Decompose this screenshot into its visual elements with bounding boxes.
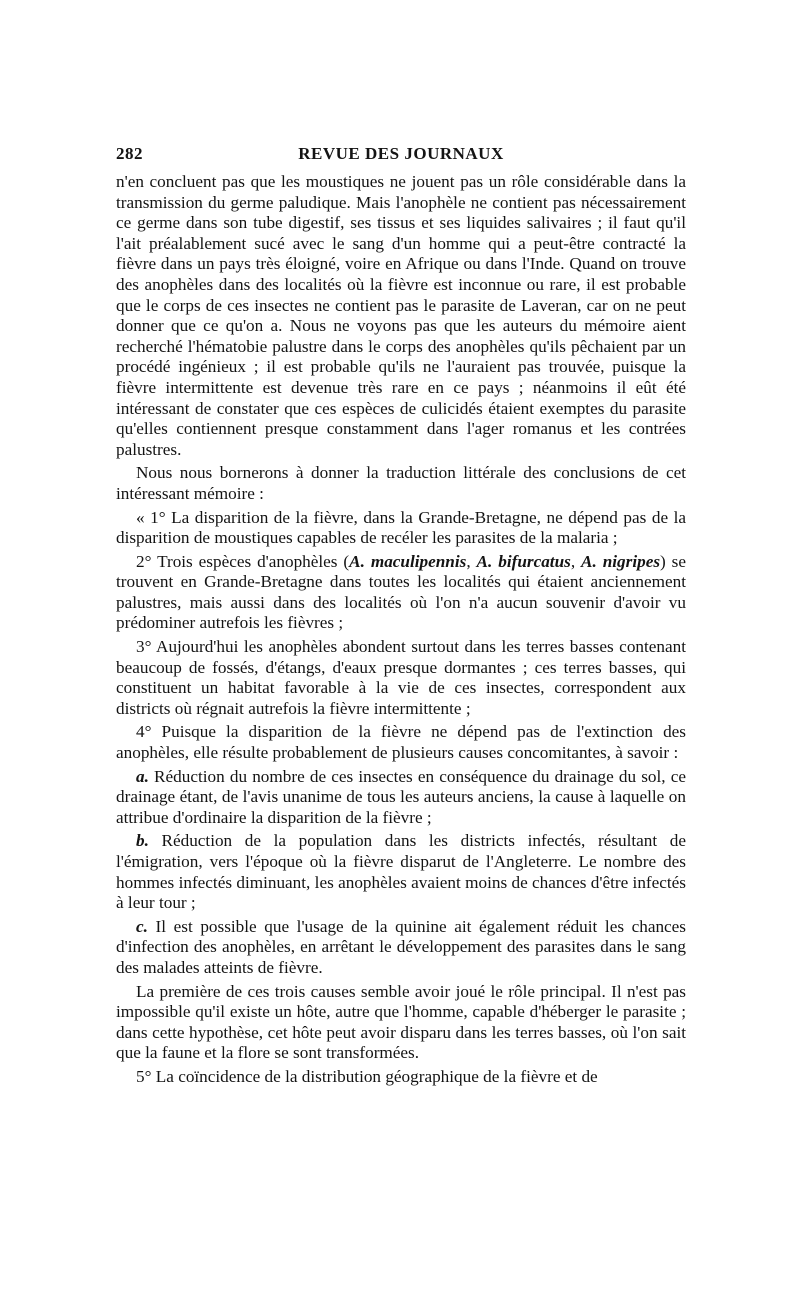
- paragraph-text: ) se trouvent en Grande-Bretagne dans toutes les localités qui étaient anciennement palustres, mais aussi dans des localités où l'on n'a aucun souvenir d'avoir vu prédominer autrefois les fièvres ;: [116, 551, 686, 633]
- conclusion-2: [116, 552, 686, 634]
- paragraph-text: La première de ces trois causes semble avoir joué le rôle principal. Il n'est pas impossible qu'il existe un hôte, autre que l'homme, capable d'héberger le parasite ; dans cette hypothèse, cet hôte peut avoir disparu dans les terres basses, où l'on sait que la faune et la flore se sont transformées.: [116, 981, 686, 1063]
- species-name: A. maculipennis: [349, 551, 467, 571]
- paragraph-text: n'en concluent pas que les moustiques ne jouent pas un rôle considérable dans la transmission du germe paludique. Mais l'anophèle ne contient pas nécessairement ce germe dans son tube digestif, ses tissus et ses liquides salivaires ; il faut qu'il l'ait préalablement sucé avec le sang d'un homme qui a peut-être contracté la fièvre dans un pays très éloigné, voire en Afrique ou dans l'Inde. Quand on trouve des anophèles dans des localités où la fièvre est inconnue ou rare, il est probable que le corps de ces insectes ne contient pas le parasite de Laveran, car on ne peut donner que ce qu'on a. Nous ne voyons pas que les auteurs du mémoire aient recherché l'hématobie palustre dans le corps des anophèles qu'ils pêchaient par un procédé ingénieux ; il est probable qu'ils ne l'auraient pas trouvée, puisque la fièvre intermittente est devenue très rare en ce pays ; néanmoins il eût été intéressant de constater que ces espèces de culicidés étaient exemptes du parasite qu'elles contiennent presque constamment dans l'ager romanus et les contrées palustres.: [116, 172, 686, 459]
- paragraph-text: Il est possible que l'usage de la quinine ait également réduit les chances d'infection des anophèles, en arrêtant le développement des parasites dans le sang des malades atteints de fièvre.: [116, 916, 686, 977]
- paragraph-text: 5° La coïncidence de la distribution géographique de la fièvre et de: [136, 1066, 598, 1086]
- page-number: 282: [116, 144, 143, 163]
- species-name: A. nigripes: [581, 551, 661, 571]
- conclusion-1: [116, 508, 686, 549]
- paragraph-text: Réduction du nombre de ces insectes en conséquence du drainage du sol, ce drainage étant, de l'avis unanime de tous les auteurs anciens, la cause à laquelle on attribue d'ordinaire la disparition de la fièvre ;: [116, 766, 686, 827]
- paragraph-discussion: [116, 982, 686, 1064]
- running-title: REVUE DES JOURNAUX: [298, 144, 504, 163]
- item-label: c.: [136, 916, 148, 936]
- article-body: [116, 172, 686, 1091]
- conclusion-4: [116, 722, 686, 763]
- paragraph-text: Réduction de la population dans les districts infectés, résultant de l'émigration, vers l'époque où la fièvre disparut de l'Angleterre. Le nombre des hommes infectés diminuant, les anophèles avaient moins de chances d'être infectés à leur tour ;: [116, 831, 686, 913]
- item-label: b.: [136, 831, 149, 851]
- paragraph-text: 2° Trois espèces d'anophèles (: [136, 551, 350, 571]
- paragraph-text: Nous nous bornerons à donner la traduction littérale des conclusions de cet intéressant mémoire :: [116, 463, 686, 503]
- cause-a: [116, 767, 686, 829]
- paragraph-text: « 1° La disparition de la fièvre, dans la Grande-Bretagne, ne dépend pas de la disparition de moustiques capables de recéler les parasites de la malaria ;: [116, 507, 686, 548]
- paragraph-conclusions-intro: [116, 463, 686, 504]
- cause-c: [116, 917, 686, 979]
- conclusion-5: [116, 1067, 686, 1088]
- paragraph-text: 3° Aujourd'hui les anophèles abondent surtout dans les terres basses contenant beaucoup de fossés, d'étangs, d'eaux presque dormantes ; ces terres basses, qui constituent un habitat favorable à la vie de ces insectes, correspondent aux districts où régnait autrefois la fièvre intermittente ;: [116, 637, 686, 718]
- conclusion-3: [116, 637, 686, 719]
- paragraph-text: 4° Puisque la disparition de la fièvre ne dépend pas de l'extinction des anophèles, elle résulte probablement de plusieurs causes concomitantes, à savoir :: [116, 722, 686, 763]
- species-name: A. bifurcatus: [476, 551, 571, 571]
- paragraph-intro: [116, 172, 686, 460]
- page-header: [116, 144, 686, 168]
- species-separator: ,: [570, 551, 582, 571]
- cause-b: [116, 831, 686, 913]
- species-separator: ,: [466, 551, 477, 571]
- item-label: a.: [136, 766, 149, 786]
